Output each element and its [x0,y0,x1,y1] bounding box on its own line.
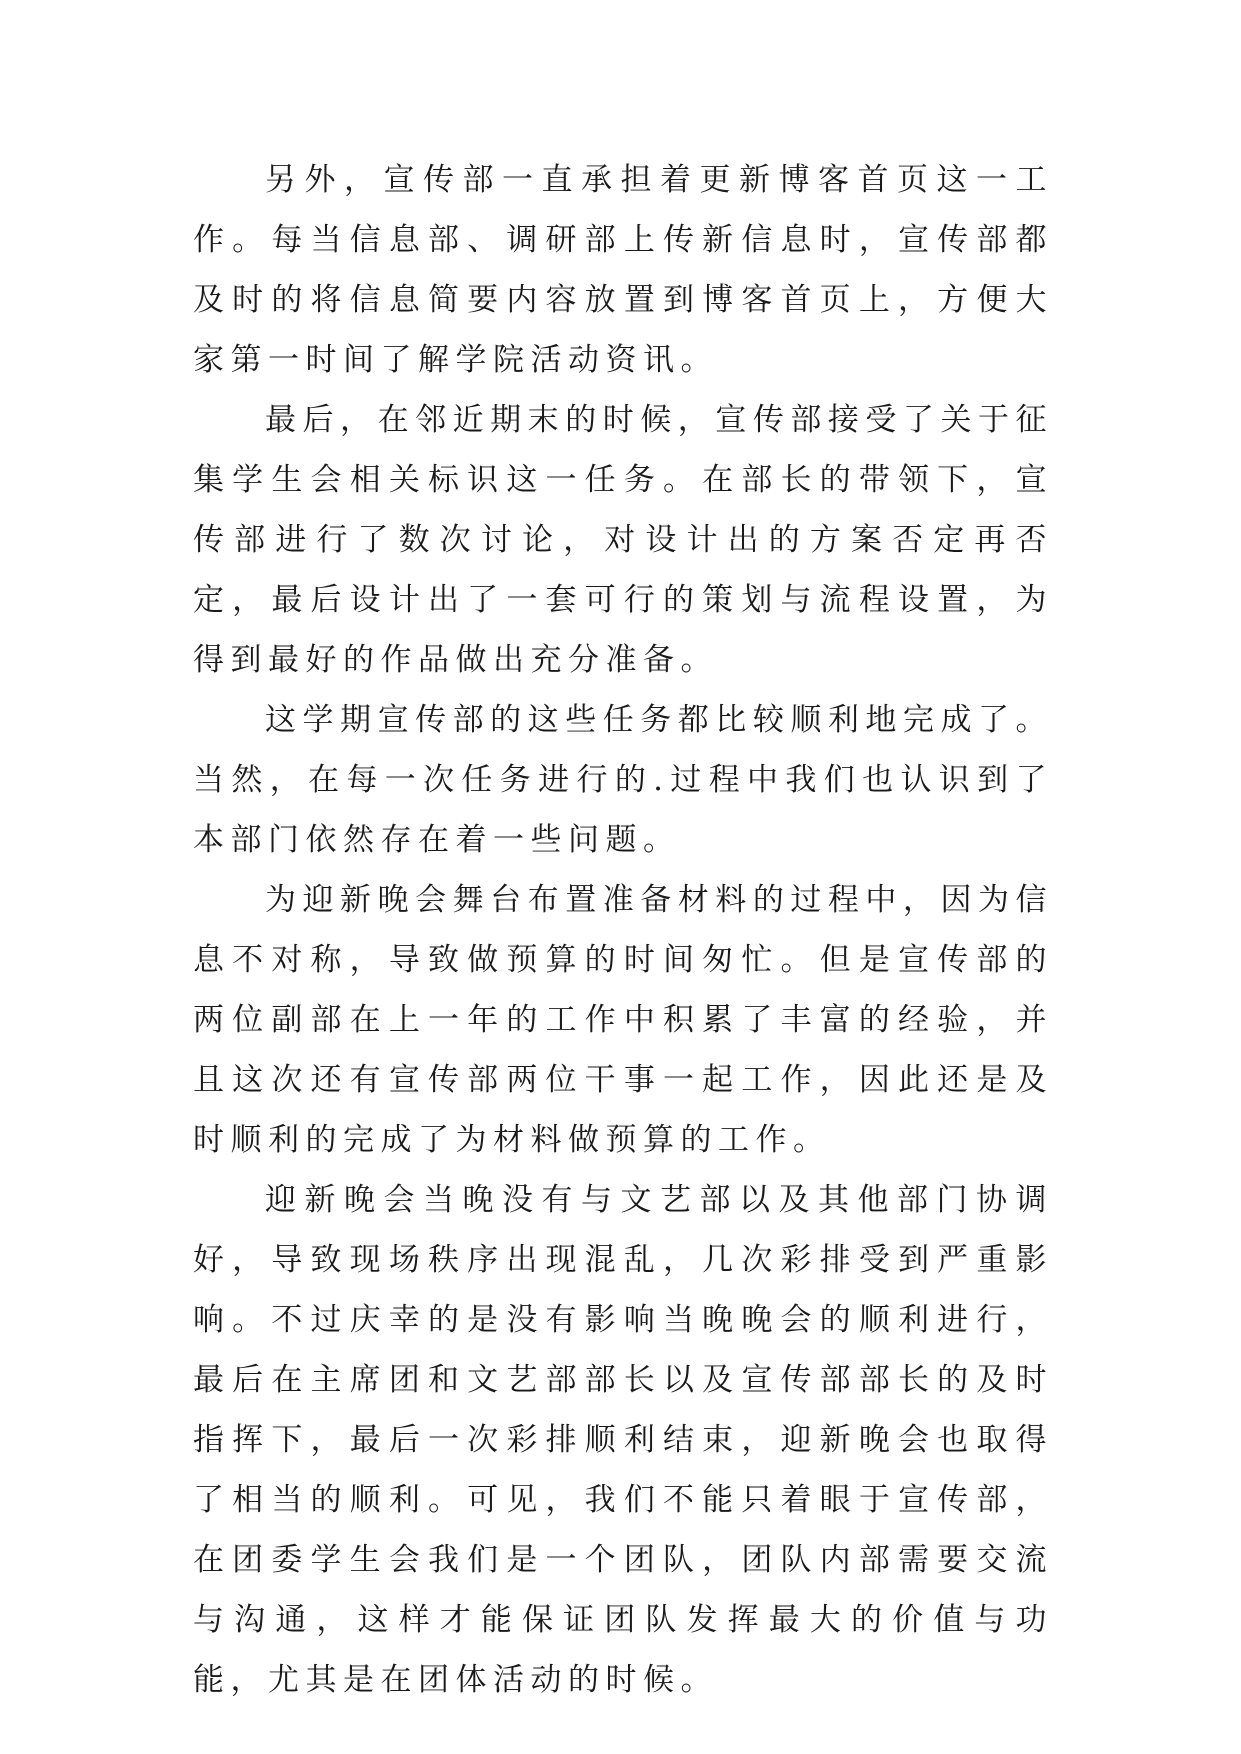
paragraph-semester-summary: 这学期宣传部的这些任务都比较顺利地完成了。当然，在每一次任务进行的.过程中我们也认识到了本部门依然存在着一些问题。 [193,702,1053,858]
paragraph-budget-issue: 为迎新晚会舞台布置准备材料的过程中，因为信息不对称，导致做预算的时间匆忙。但是宣传部的两位副部在上一年的工作中积累了丰富的经验，并且这次还有宣传部两位干事一起工作，因此还是及时顺利的完成了为材料做预算的工作。 [193,882,1053,1158]
paragraph-blog-homepage: 另外，宣传部一直承担着更新博客首页这一工作。每当信息部、调研部上传新信息时，宣传部都及时的将信息简要内容放置到博客首页上，方便大家第一时间了解学院活动资讯。 [193,162,1053,378]
paragraph-coordination-issue: 迎新晚会当晚没有与文艺部以及其他部门协调好，导致现场秩序出现混乱，几次彩排受到严重影响。不过庆幸的是没有影响当晚晚会的顺利进行，最后在主席团和文艺部部长以及宣传部部长的及时指挥下，最后一次彩排顺利结束，迎新晚会也取得了相当的顺利。可见，我们不能只着眼于宣传部，在团委学生会我们是一个团队，团队内部需要交流与沟通，这样才能保证团队发挥最大的价值与功能，尤其是在团体活动的时候。 [193,1182,1053,1698]
paragraph-logo-collection: 最后，在邻近期末的时候，宣传部接受了关于征集学生会相关标识这一任务。在部长的带领下，宣传部进行了数次讨论，对设计出的方案否定再否定，最后设计出了一套可行的策划与流程设置，为得到最好的作品做出充分准备。 [193,402,1053,678]
document-body [193,150,1053,1710]
